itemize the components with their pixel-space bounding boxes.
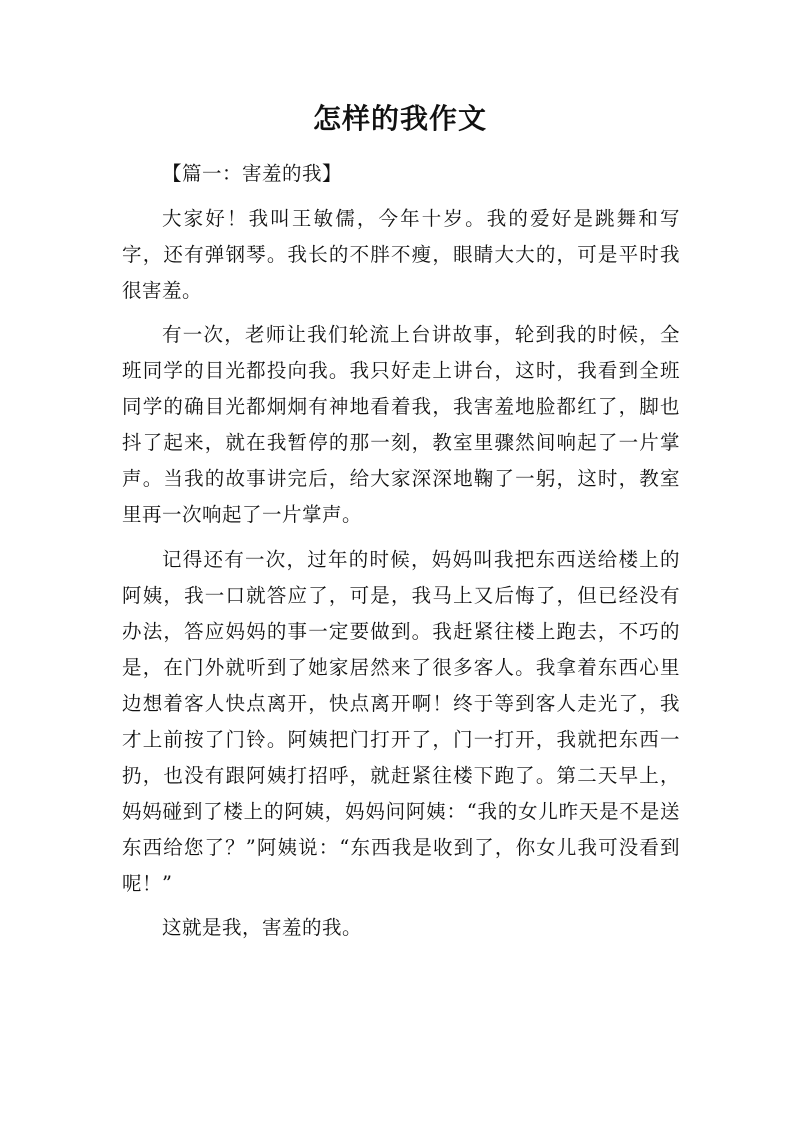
paragraph-story-telling: 有一次，老师让我们轮流上台讲故事，轮到我的时候，全班同学的目光都投向我。我只好走上讲台，这时，我看到全班同学的确目光都炯炯有神地看着我，我害羞地脸都红了，脚也抖了起来，就在我暂停的那一刻，教室里骤然间响起了一片掌声。当我的故事讲完后，给大家深深地鞠了一躬，这时，教室里再一次响起了一片掌声。 xyxy=(122,323,680,526)
paragraph-delivery: 记得还有一次，过年的时候，妈妈叫我把东西送给楼上的阿姨，我一口就答应了，可是，我马上又后悔了，但已经没有办法，答应妈妈的事一定要做到。我赶紧往楼上跑去，不巧的是，在门外就听到了她家居然来了很多客人。我拿着东西心里边想着客人快点离开，快点离开啊！终于等到客人走光了，我才上前按了门铃。阿姨把门打开了，门一打开，我就把东西一扔，也没有跟阿姨打招呼，就赶紧往楼下跑了。第二天早上，妈妈碰到了楼上的阿姨，妈妈问阿姨：“我的女儿昨天是不是送东西给您了？”阿姨说：“东西我是收到了，你女儿我可没看到呢！” xyxy=(122,547,680,895)
section-heading: 【篇一：害羞的我】 xyxy=(162,162,343,185)
document-body xyxy=(122,156,680,946)
document-title: 怎样的我作文 xyxy=(312,102,487,135)
paragraph-conclusion: 这就是我，害羞的我。 xyxy=(161,916,362,939)
paragraph-intro: 大家好！我叫王敏儒，今年十岁。我的爱好是跳舞和写字，还有弹钢琴。我长的不胖不瘦，眼睛大大的，可是平时我很害羞。 xyxy=(122,206,680,302)
